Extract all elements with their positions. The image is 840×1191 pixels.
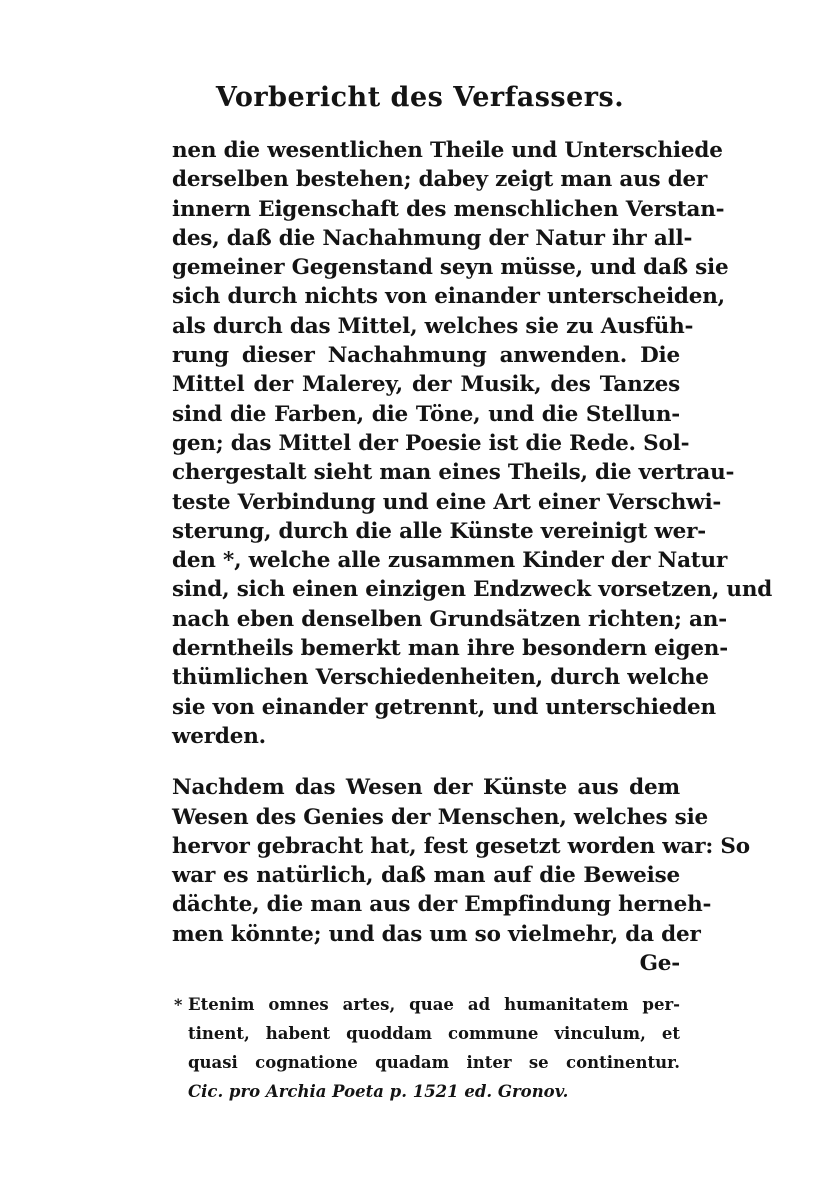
footnote-line: quasi cognatione quadam inter se continentur. xyxy=(188,1053,680,1072)
text-line: hervor gebracht hat, fest gesetzt worden war: So xyxy=(172,833,750,859)
text-line: chergestalt sieht man eines Theils, die vertrau- xyxy=(172,460,735,486)
text-line: rung dieser Nachahmung anwenden. Die xyxy=(172,343,680,369)
text-line: derselben bestehen; dabey zeigt man aus der xyxy=(172,167,708,193)
paragraph-1 xyxy=(172,136,773,751)
text-line: sind, sich einen einzigen Endzweck vorsetzen, und xyxy=(172,577,773,603)
text-line: nach eben denselben Grundsätzen richten; an- xyxy=(172,606,727,632)
text-line: derntheils bemerkt man ihre besondern eigen- xyxy=(172,636,728,662)
footnote-citation: Cic. pro Archia Poeta p. 1521 ed. Gronov. xyxy=(188,1082,569,1101)
text-line: innern Eigenschaft des menschlichen Verstan- xyxy=(172,196,725,222)
text-line: sie von einander getrennt, und unterschieden xyxy=(172,694,716,720)
text-line: des, daß die Nachahmung der Natur ihr all- xyxy=(172,225,693,251)
paragraph-2 xyxy=(172,773,750,978)
text-line: nen die wesentlichen Theile und Unterschiede xyxy=(172,138,723,163)
text-line: Mittel der Malerey, der Musik, des Tanzes xyxy=(172,372,680,398)
text-line: Wesen des Genies der Menschen, welches sie xyxy=(172,804,709,830)
text-line: als durch das Mittel, welches sie zu Ausfüh- xyxy=(172,313,694,339)
footnote-line: Etenim omnes artes, quae ad humanitatem per- xyxy=(188,995,680,1014)
text-line: sterung, durch die alle Künste vereinigt wer- xyxy=(172,518,707,544)
text-line: dächte, die man aus der Empfindung herneh- xyxy=(172,892,712,918)
text-line: teste Verbindung und eine Art einer Verschwi- xyxy=(172,489,722,515)
text-line: sind die Farben, die Töne, und die Stellun- xyxy=(172,401,680,427)
body-text xyxy=(172,136,773,978)
text-line: gemeiner Gegenstand seyn müsse, und daß sie xyxy=(172,255,729,281)
text-line: sich durch nichts von einander unterscheiden, xyxy=(172,284,725,310)
text-line: Nachdem das Wesen der Künste aus dem xyxy=(172,775,680,801)
footnote-marker: * xyxy=(174,995,183,1014)
text-line: den *, welche alle zusammen Kinder der Natur xyxy=(172,548,728,574)
text-line: gen; das Mittel der Poesie ist die Rede. Sol- xyxy=(172,430,690,456)
text-line: men könnte; und das um so vielmehr, da der xyxy=(172,921,701,947)
paragraph-gap xyxy=(172,751,680,773)
footnote xyxy=(174,990,680,1106)
running-header: Vorbericht des Verfassers. xyxy=(215,82,625,113)
text-line: werden. xyxy=(172,723,266,749)
text-line: thümlichen Verschiedenheiten, durch welche xyxy=(172,665,709,691)
text-line: war es natürlich, daß man auf die Beweise xyxy=(172,863,680,889)
footnote-line: tinent, habent quoddam commune vinculum, et xyxy=(188,1024,680,1043)
catchword: Ge- xyxy=(639,951,680,977)
